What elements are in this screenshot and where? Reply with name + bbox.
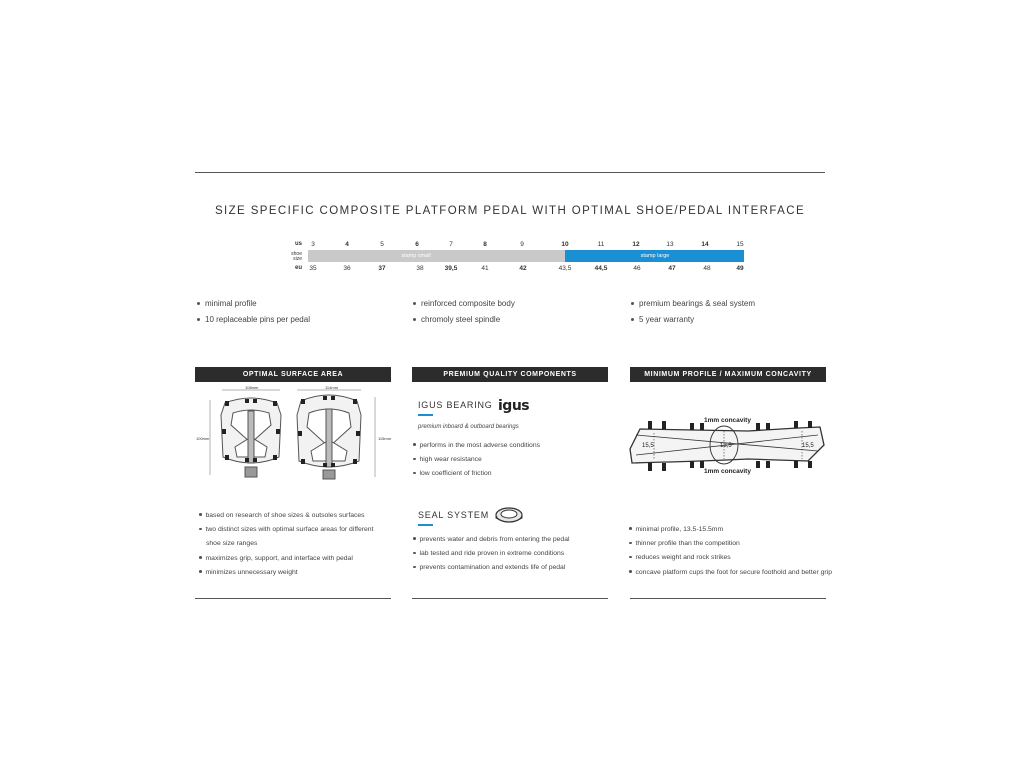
eu-size-value: 44,5 [594, 265, 608, 272]
bearing-bullets [413, 439, 540, 482]
eu-size-value: 37 [378, 265, 386, 272]
seal-bullets [413, 533, 570, 576]
feature-item: chromoly steel spindle [413, 315, 500, 324]
us-size-value: 11 [597, 241, 605, 248]
list-item: concave platform cups the foot for secure foothold and better grip [629, 566, 832, 580]
panel1-bottom-divider [195, 598, 391, 599]
eu-size-value: 35 [309, 265, 317, 272]
seal-title: SEAL SYSTEM [418, 510, 489, 520]
eu-size-value: 49 [736, 265, 744, 272]
large-width-dim: 114mm [325, 385, 339, 390]
eu-size-value: 41 [481, 265, 489, 272]
eu-size-value: 43,5 [558, 265, 572, 272]
list-item: shoe size ranges [206, 540, 258, 548]
large-height-dim: 115mm [378, 436, 392, 441]
small-size-label: stamp small [401, 253, 431, 259]
panel2-bottom-divider [412, 598, 608, 599]
eu-size-value: 47 [668, 265, 676, 272]
list-item: reduces weight and rock strikes [629, 551, 832, 565]
concavity-top-label: 1mm concavity [704, 417, 751, 424]
feature-item: 10 replaceable pins per pedal [197, 315, 310, 324]
feature-item: minimal profile [197, 299, 257, 308]
eu-size-value: 46 [633, 265, 641, 272]
list-item: minimal profile, 13.5-15.5mm [629, 523, 832, 537]
us-size-value: 14 [701, 241, 709, 248]
shoe-size-label-1: shoe [291, 251, 302, 257]
igus-logo: igus [498, 398, 530, 414]
components-header: PREMIUM QUALITY COMPONENTS [412, 367, 608, 382]
us-size-value: 12 [632, 241, 640, 248]
eu-size-value: 38 [416, 265, 424, 272]
list-item: thinner profile than the competition [629, 537, 832, 551]
us-size-value: 8 [483, 241, 487, 248]
eu-size-value: 36 [343, 265, 351, 272]
us-size-value: 15 [736, 241, 744, 248]
top-divider [195, 172, 825, 173]
surface-area-bullets [199, 509, 373, 580]
us-size-value: 6 [415, 241, 419, 248]
dim-center-label: 13,5 [720, 443, 732, 449]
eu-size-value: 48 [703, 265, 711, 272]
bearing-title: IGUS BEARING [418, 400, 493, 410]
small-size-bar [308, 250, 565, 262]
page-title: SIZE SPECIFIC COMPOSITE PLATFORM PEDAL WITH OPTIMAL SHOE/PEDAL INTERFACE [214, 205, 806, 217]
list-item: two distinct sizes with optimal surface areas for different [199, 523, 373, 537]
list-item: minimizes unnecessary weight [199, 566, 373, 580]
list-item: performs in the most adverse conditions [413, 439, 540, 453]
list-item: low coefficient of friction [413, 467, 540, 481]
list-item: maximizes grip, support, and interface with pedal [199, 552, 373, 566]
us-size-value: 4 [345, 241, 349, 248]
us-size-value: 5 [380, 241, 384, 248]
large-size-bar [565, 250, 744, 262]
us-size-value: 7 [449, 241, 453, 248]
small-height-dim: 100mm [196, 436, 210, 441]
dim-right-label: 15,5 [802, 443, 814, 449]
dim-left-label: 15,5 [642, 443, 654, 449]
profile-header: MINIMUM PROFILE / MAXIMUM CONCAVITY [630, 367, 826, 382]
list-item: prevents contamination and extends life of pedal [413, 561, 570, 575]
us-row-label: us [294, 241, 302, 247]
list-item: prevents water and debris from entering the pedal [413, 533, 570, 547]
list-item: lab tested and ride proven in extreme conditions [413, 547, 570, 561]
eu-row-label: eu [294, 265, 302, 271]
large-size-label: stamp large [640, 253, 670, 259]
eu-size-value: 39,5 [444, 265, 458, 272]
us-size-value: 10 [561, 241, 569, 248]
pedal-size-diagram [195, 385, 391, 485]
feature-item: premium bearings & seal system [631, 299, 755, 308]
seal-ring-icon [493, 504, 525, 526]
surface-area-header: OPTIMAL SURFACE AREA [195, 367, 391, 382]
list-item: high wear resistance [413, 453, 540, 467]
us-size-value: 13 [666, 241, 674, 248]
concavity-bottom-label: 1mm concavity [704, 468, 751, 475]
bearing-accent [418, 414, 433, 416]
feature-item: reinforced composite body [413, 299, 515, 308]
seal-accent [418, 524, 433, 526]
bearing-subtitle: premium inboard & outboard bearings [418, 424, 519, 430]
shoe-size-label-2: size [293, 256, 302, 262]
eu-size-value: 42 [519, 265, 527, 272]
panel3-bottom-divider [630, 598, 826, 599]
feature-item: 5 year warranty [631, 315, 694, 324]
profile-bullets [629, 523, 832, 580]
us-size-value: 9 [520, 241, 524, 248]
us-size-value: 3 [311, 241, 315, 248]
list-item: based on research of shoe sizes & outsoles surfaces [199, 509, 373, 523]
small-width-dim: 108mm [245, 385, 259, 390]
